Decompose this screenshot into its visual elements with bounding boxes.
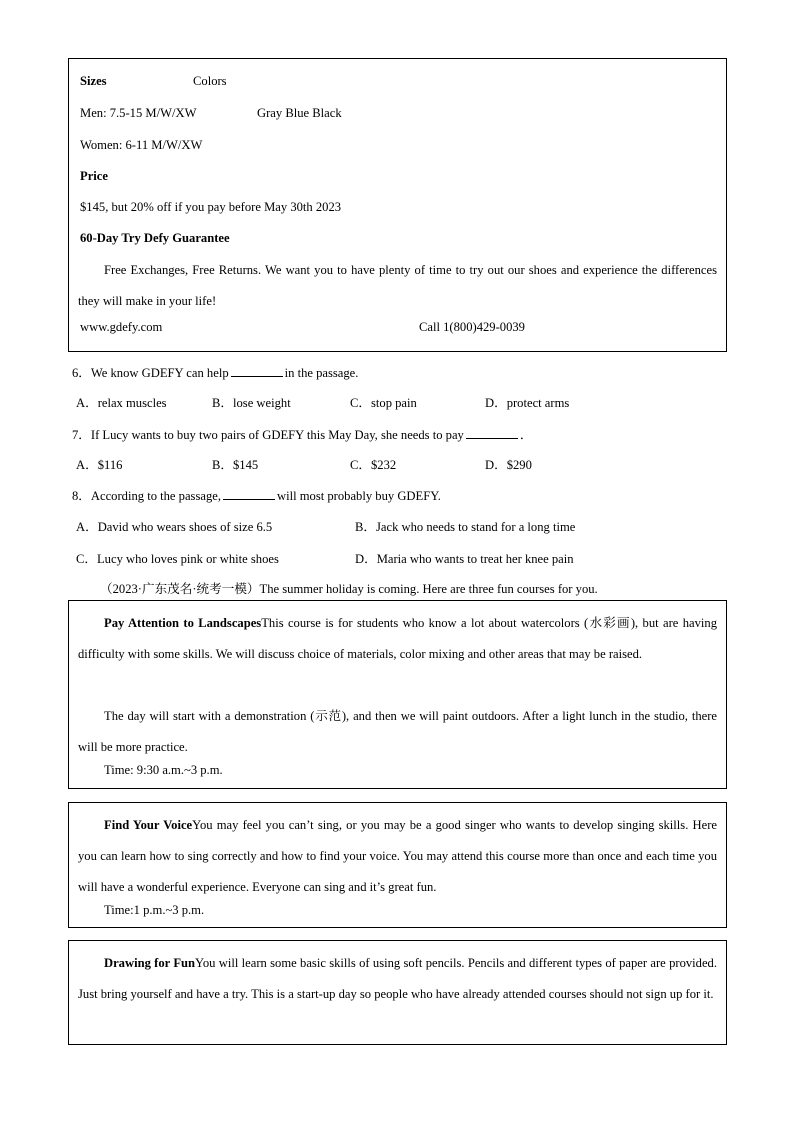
question-7-option-d[interactable]: D．$290 — [485, 458, 532, 472]
course-1-time: Time: 9:30 a.m.~3 p.m. — [104, 763, 223, 777]
ad-phone: Call 1(800)429-0039 — [419, 320, 525, 334]
course-1-paragraph-2: The day will start with a demonstration (示范), and then we will paint outdoors. After a light lunch in the studio, there will be more practice. — [78, 709, 717, 754]
ad-sizes-label: Sizes — [80, 74, 107, 88]
question-7-option-c[interactable]: C．$232 — [350, 458, 397, 472]
course-box-find-your-voice — [68, 802, 727, 928]
question-7-option-a[interactable]: A．$116 — [76, 458, 123, 472]
course-1-paragraph-1 — [78, 608, 717, 670]
course-box-landscapes — [68, 600, 727, 789]
answer-blank[interactable] — [466, 427, 518, 439]
question-7-stem — [72, 424, 532, 443]
question-7-stem-after: ． — [519, 428, 533, 442]
question-8-option-d[interactable]: D．Maria who wants to treat her knee pain — [355, 552, 574, 566]
question-8-option-a[interactable]: A．David who wears shoes of size 6.5 — [76, 520, 273, 534]
question-6-stem — [72, 362, 358, 381]
question-6-number: 6． — [72, 366, 91, 380]
ad-women-sizes: Women: 6-11 M/W/XW — [80, 138, 203, 152]
question-8-stem — [72, 485, 441, 504]
ad-website[interactable]: www.gdefy.com — [80, 320, 163, 334]
ad-price-text: $145, but 20% off if you pay before May 30th 2023 — [80, 200, 342, 214]
question-6-option-c[interactable]: C．stop pain — [350, 396, 417, 410]
ad-colors-values: Gray Blue Black — [257, 106, 342, 120]
question-7-stem-before: If Lucy wants to buy two pairs of GDEFY this May Day, she needs to pay — [90, 428, 464, 442]
course-2-title: Find Your Voice — [104, 818, 193, 832]
course-3-text-1: You will learn some basic skills of using soft pencils. Pencils and different types of paper are provided. Just bring yourself and have a try. This is a start-up day so people who have already attended courses should not sign up for it. — [78, 956, 717, 1001]
answer-blank[interactable] — [223, 488, 275, 500]
question-6-stem-after: in the passage. — [284, 366, 359, 380]
question-7-number: 7． — [72, 428, 91, 442]
course-2-text-1: You may feel you can’t sing, or you may be a good singer who wants to develop singing skills. Here you can learn how to sing correctly and how to find your voice. You may attend this course more than once and each time you will have a wonderful experience. Everyone can sing and it’s great fun. — [78, 818, 718, 894]
course-body — [69, 803, 726, 927]
course-body — [69, 941, 726, 1044]
course-3-title: Drawing for Fun — [104, 956, 196, 970]
question-8-number: 8． — [72, 489, 91, 503]
ad-colors-label: Colors — [193, 74, 227, 88]
course-3-paragraph-1 — [78, 948, 717, 1010]
ad-price-label: Price — [80, 169, 108, 183]
question-6-option-d[interactable]: D．protect arms — [485, 396, 570, 410]
question-8-option-b[interactable]: B．Jack who needs to stand for a long time — [355, 520, 576, 534]
question-8-stem-before: According to the passage, — [90, 489, 221, 503]
question-7-option-b[interactable]: B．$145 — [212, 458, 259, 472]
question-6-option-b[interactable]: B．lose weight — [212, 396, 291, 410]
course-2-time: Time:1 p.m.~3 p.m. — [104, 903, 205, 917]
question-6-option-a[interactable]: A．relax muscles — [76, 396, 167, 410]
ad-guarantee-label: 60-Day Try Defy Guarantee — [80, 231, 230, 245]
gdefy-ad-content — [69, 59, 726, 351]
ad-guarantee-text: Free Exchanges, Free Returns. We want you to have plenty of time to try out our shoes and experience the differences they will make in your life! — [78, 263, 717, 308]
answer-blank[interactable] — [231, 365, 283, 377]
course-body — [69, 601, 726, 788]
course-1-text-1: This course is for students who know a lot about watercolors (水彩画), but are having difficulty with some skills. We will discuss choice of materials, color mixing and other areas that may be raised. — [78, 616, 717, 661]
question-6-stem-before: We know GDEFY can help — [90, 366, 229, 380]
passage-source-line: （2023·广东茂名·统考一模）The summer holiday is coming. Here are three fun courses for you. — [100, 582, 598, 596]
ad-men-sizes: Men: 7.5-15 M/W/XW — [80, 106, 197, 120]
course-box-drawing-for-fun — [68, 940, 727, 1045]
gdefy-ad-box — [68, 58, 727, 352]
course-1-title: Pay Attention to Landscapes — [104, 616, 262, 630]
question-8-option-c[interactable]: C．Lucy who loves pink or white shoes — [76, 552, 279, 566]
course-2-paragraph-1 — [78, 810, 717, 903]
question-8-stem-after: will most probably buy GDEFY. — [277, 489, 441, 503]
